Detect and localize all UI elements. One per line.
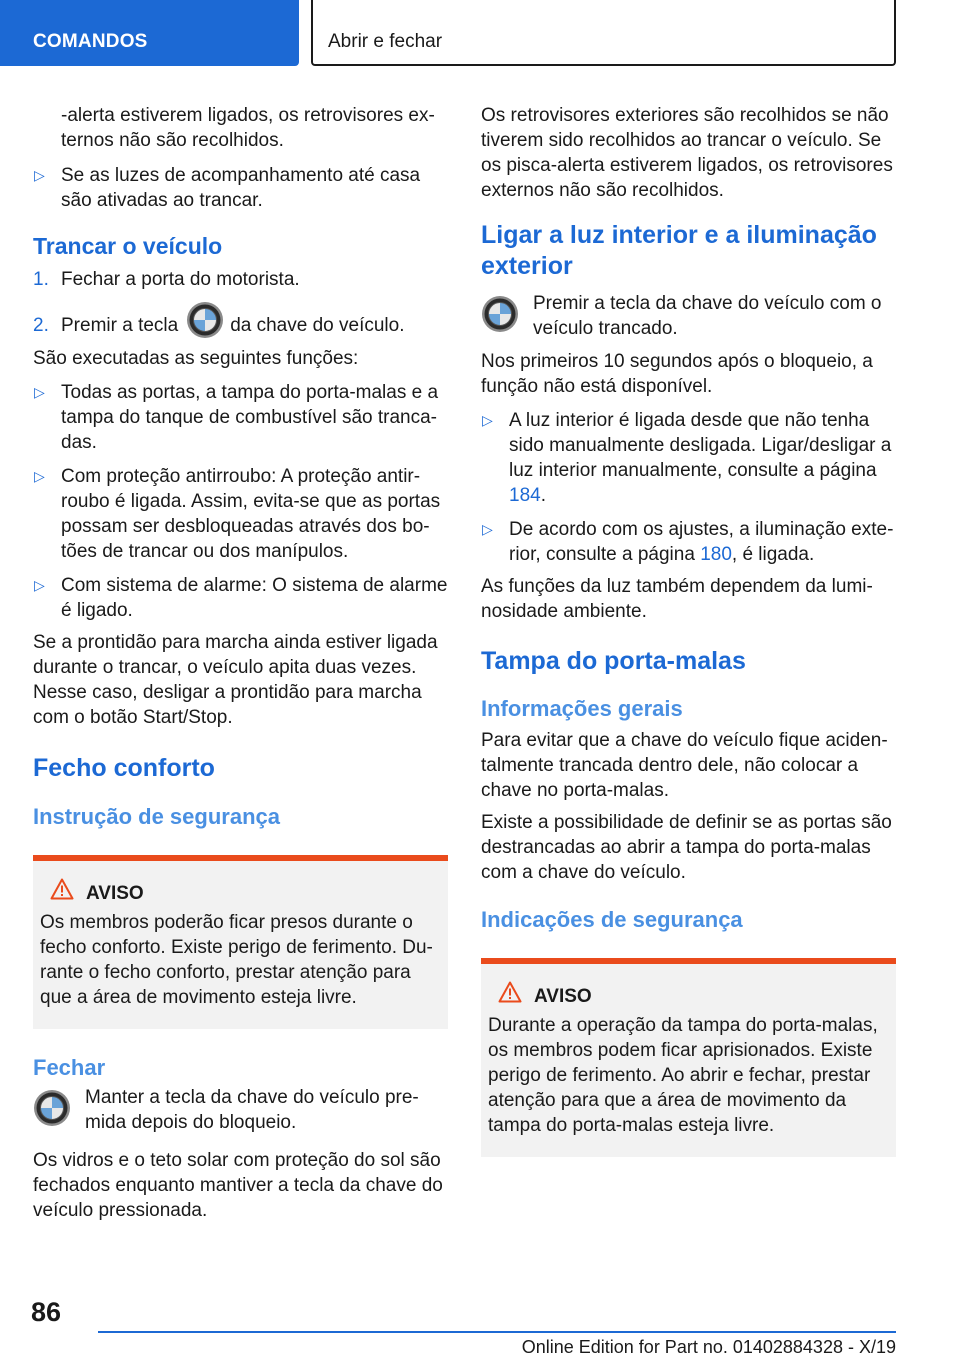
paragraph: As funções da luz também dependem da lumi‐nosidade ambiente. (481, 576, 873, 622)
paragraph: Se a prontidão para marcha ainda estiver ligada durante o trancar, o veículo apita duas vezes. Nesse caso, desligar a prontidão para marcha com o botão Start/Stop. (33, 632, 438, 728)
warning-text: Durante a operação da tampa do porta-malas, os membros podem ficar aprisionados. Existe perigo de ferimento. Ao abrir e fechar, prestar atenção para que a área de movimento da tampa do porta-malas esteja livre. (488, 1015, 878, 1136)
warning-text: Os membros poderão ficar presos durante o fecho conforto. Existe perigo de ferimento. Du‐rante o fecho conforto, prestar atenção para que a área de movimento esteja livre. (40, 912, 433, 1008)
page-number: 86 (31, 1297, 62, 1327)
bmw-key-button-icon (33, 1089, 71, 1134)
paragraph: Para evitar que a chave do veículo fique aciden‐talmente trancada dentro dele, não colocar a chave no porta-malas. (481, 730, 888, 801)
list-item-text: Com proteção antirroubo: A proteção antir‐roubo é ligada. Assim, evita-se que as portas possam ser desbloqueadas através dos bo‐tões de trancar ou dos manípulos. (61, 466, 441, 562)
step-text-post: da chave do veículo. (230, 315, 405, 336)
list-item-text: Se as luzes de acompanhamento até casa são ativadas ao trancar. (61, 165, 421, 211)
heading-tampa: Tampa do porta-malas (481, 647, 746, 675)
list-item (33, 163, 448, 213)
bullet-icon: ▷ (482, 521, 493, 537)
list-item-text: De acordo com os ajustes, a iluminação exte‐rior, consulte a página (509, 519, 894, 565)
key-instruction-text: Manter a tecla da chave do veículo pre‐mida depois do bloqueio. (85, 1087, 419, 1133)
step-number: 2. (33, 315, 49, 336)
paragraph: São executadas as seguintes funções: (33, 348, 359, 369)
list-item-text: A luz interior é ligada desde que não tenha sido manualmente desligada. Ligar/desligar a luz interior manualmente, consulte a página (509, 410, 892, 481)
list-item (33, 464, 448, 564)
heading-ligar-luz: Ligar a luz interior e a iluminação exterior (481, 221, 877, 280)
heading-trancar: Trancar o veículo (33, 233, 223, 259)
paragraph: Existe a possibilidade de definir se as portas são destrancadas ao abrir a tampa do porta-malas com a chave do veículo. (481, 812, 892, 883)
footer-divider (98, 1331, 896, 1333)
bullet-icon: ▷ (34, 384, 45, 400)
step-item (33, 267, 448, 292)
paragraph: Nos primeiros 10 segundos após o bloqueio, a função não está disponível. (481, 351, 873, 397)
list-item-text: Com sistema de alarme: O sistema de alarme é ligado. (61, 575, 448, 621)
list-item (33, 573, 448, 623)
warning-title-text: AVISO (534, 986, 592, 1007)
heading-indicacoes-seguranca: Indicações de segurança (481, 907, 743, 932)
bullet-icon: ▷ (34, 577, 45, 593)
header-subsection-label: Abrir e fechar (328, 31, 443, 52)
key-instruction (481, 291, 896, 341)
bmw-key-button-icon (186, 301, 224, 346)
warning-triangle-icon (50, 878, 74, 900)
list-item (481, 517, 896, 567)
bmw-key-button-icon (481, 295, 519, 340)
page-link-180[interactable]: 180 (700, 544, 732, 565)
step-item (33, 313, 448, 338)
heading-instrucao-seguranca: Instrução de segurança (33, 804, 280, 829)
key-instruction (33, 1085, 448, 1135)
header-subsection-box (311, 0, 896, 66)
warning-title-text: AVISO (86, 883, 144, 904)
key-instruction-text: Premir a tecla da chave do veículo com o veículo trancado. (533, 293, 882, 339)
heading-informacoes-gerais: Informações gerais (481, 696, 683, 721)
right-column (481, 103, 896, 1157)
left-column (33, 103, 448, 1223)
header-section-label: COMANDOS (33, 31, 148, 52)
bullet-icon: ▷ (482, 412, 493, 428)
bullet-icon: ▷ (34, 167, 45, 183)
heading-fechar: Fechar (33, 1055, 106, 1080)
page-link-184[interactable]: 184 (509, 485, 541, 506)
continued-paragraph: -alerta estiverem ligados, os retrovisores ex‐ternos não são recolhidos. (61, 105, 435, 151)
header-section-tab (0, 0, 299, 66)
list-item (481, 408, 896, 508)
step-number: 1. (33, 269, 49, 290)
warning-box (481, 958, 896, 1157)
list-item-end: , é ligada. (731, 544, 815, 565)
warning-triangle-icon (498, 981, 522, 1003)
bullet-icon: ▷ (34, 468, 45, 484)
list-item-end: . (540, 485, 546, 506)
paragraph: Os retrovisores exteriores são recolhidos se não tiverem sido recolhidos ao trancar o veículo. Se os pisca-alerta estiverem ligados, os retrovisores externos não são recolhidos. (481, 105, 893, 201)
list-item (33, 380, 448, 455)
list-item-text: Todas as portas, a tampa do porta-malas e a tampa do tanque de combustível são tranca‐das. (61, 382, 439, 453)
step-text: Fechar a porta do motorista. (61, 269, 300, 290)
paragraph: Os vidros e o teto solar com proteção do sol são fechados enquanto mantiver a tecla da chave do veículo pressionada. (33, 1150, 443, 1221)
heading-fecho-conforto: Fecho conforto (33, 754, 215, 782)
warning-title (488, 984, 888, 1009)
warning-box (33, 855, 448, 1029)
step-text-pre: Premir a tecla (61, 315, 179, 336)
footer-edition: Online Edition for Part no. 01402884328 - X/19 (521, 1337, 896, 1357)
warning-title (40, 881, 440, 906)
